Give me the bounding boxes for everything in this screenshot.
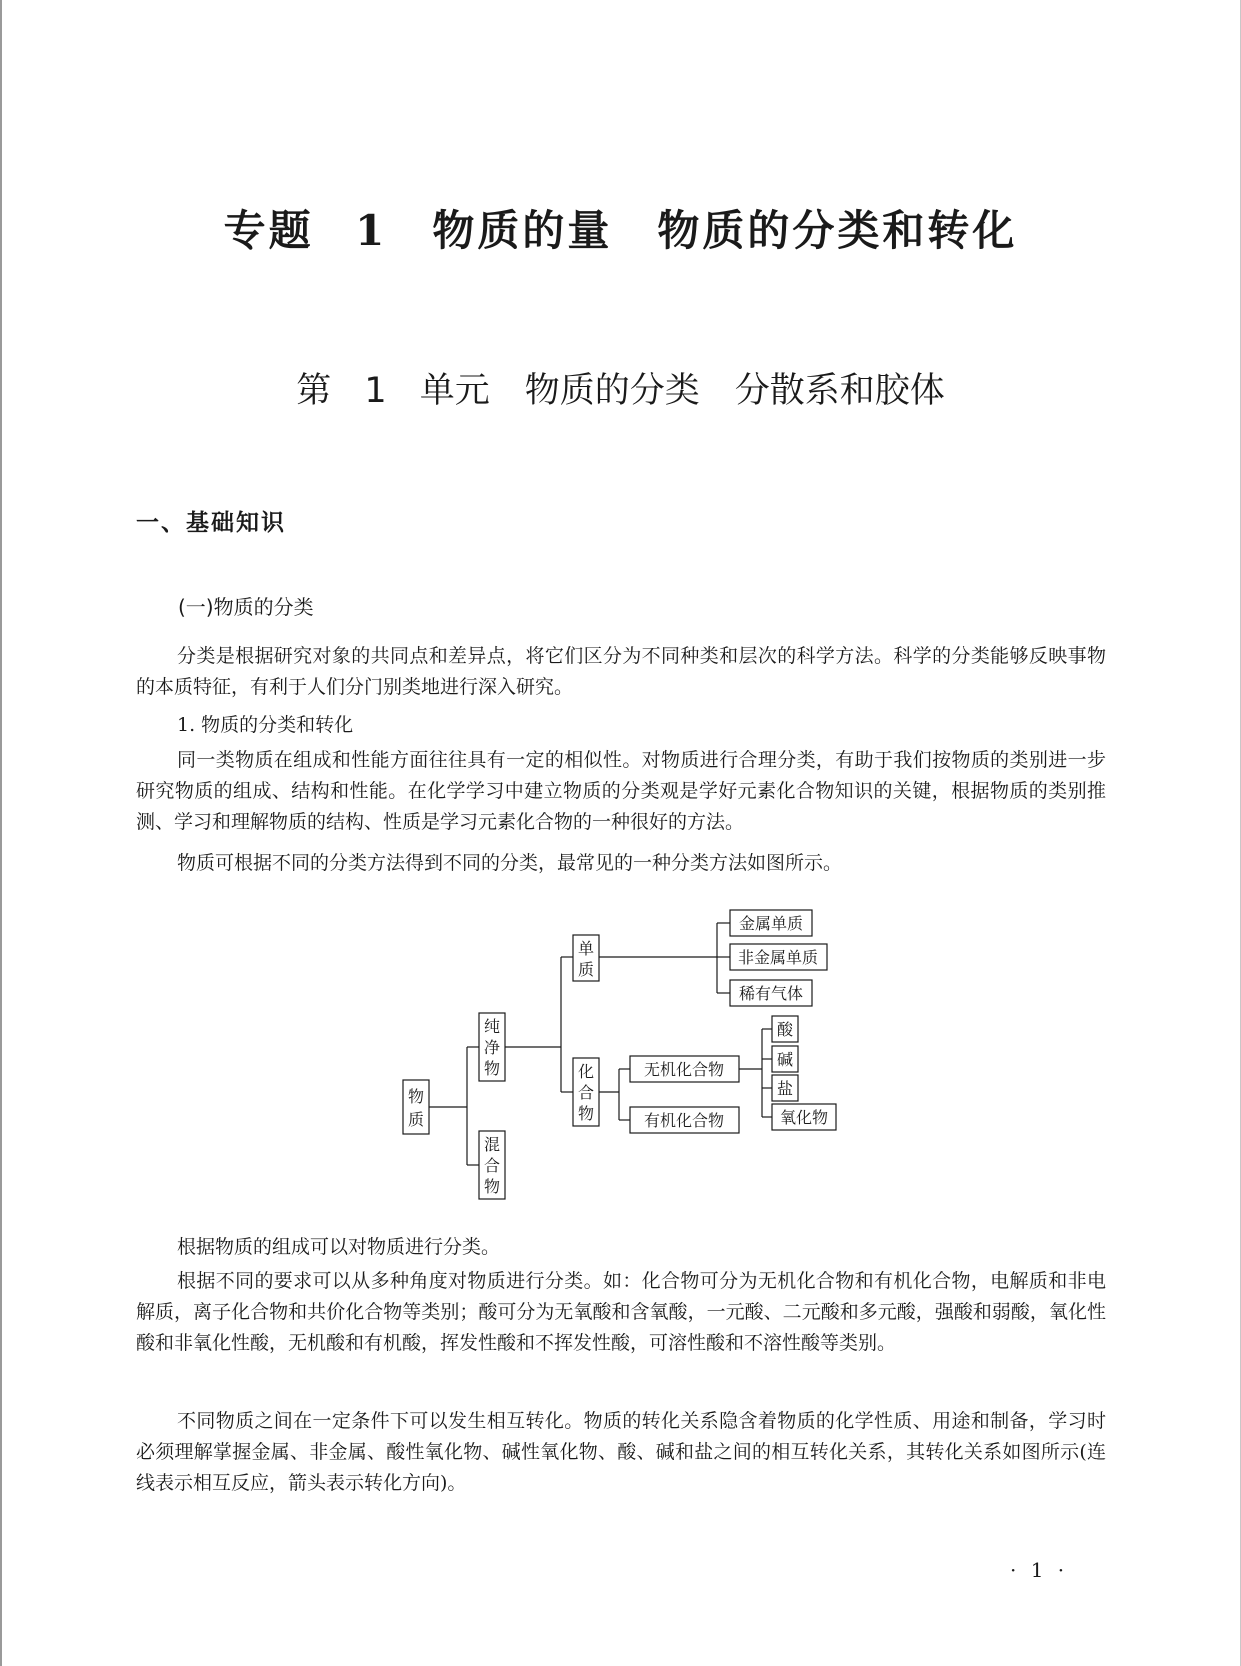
node-mixture-char-2: 合 (483, 1156, 501, 1175)
paragraph-multiple-angles: 根据不同的要求可以从多种角度对物质进行分类。如：化合物可分为无机化合物和有机化合物，电解质和非电解质，离子化合物和共价化合物等类别；酸可分为无氧酸和含氧酸，一元酸、二元酸和多元酸，强酸和弱酸，氧化性酸和非氧化性酸，无机酸和有机酸，挥发性酸和不挥发性酸，可溶性酸和不溶性酸等类别。 (136, 1270, 1106, 1354)
node-base (772, 1046, 798, 1072)
node-mixture-char-3: 物 (483, 1177, 501, 1196)
node-compound-char-1: 化 (577, 1062, 595, 1081)
node-pure-char-3: 物 (483, 1059, 501, 1078)
node-acid (772, 1016, 798, 1042)
list-label-classification: 1. 物质的分类和转化 (177, 714, 354, 736)
unit-title: 第 1 单元 物质的分类 分散系和胶体 (296, 371, 945, 411)
node-compound (573, 1058, 599, 1126)
node-pure-char-1: 纯 (483, 1017, 501, 1036)
node-mixture (479, 1131, 505, 1199)
node-compound-char-3: 物 (577, 1104, 595, 1123)
subsection-heading: (一)物质的分类 (178, 595, 314, 619)
page-number: · 1 · (1010, 1558, 1069, 1582)
node-inorganic-label: 无机化合物 (643, 1060, 725, 1079)
node-metal-element-label: 金属单质 (738, 914, 804, 933)
paragraph-composition: 根据物质的组成可以对物质进行分类。 (177, 1236, 501, 1258)
classification-diagram (397, 905, 847, 1205)
node-element-char-2: 质 (577, 960, 595, 979)
node-oxide-label: 氧化物 (779, 1108, 829, 1127)
node-acid-label: 酸 (776, 1020, 794, 1039)
node-substance-char-2: 质 (407, 1110, 425, 1129)
node-salt-label: 盐 (776, 1079, 794, 1098)
node-oxide (772, 1104, 836, 1130)
node-noble-gas-label: 稀有气体 (738, 984, 804, 1003)
paragraph-similarity: 同一类物质在组成和性能方面往往具有一定的相似性。对物质进行合理分类，有助于我们按物质的类别进一步研究物质的组成、结构和性能。在化学学习中建立物质的分类观是学好元素化合物知识的关键，根据物质的类别推测、学习和理解物质的结构、性质是学习元素化合物的一种很好的方法。 (136, 749, 1106, 833)
node-noble-gas (730, 980, 812, 1006)
node-element-char-1: 单 (577, 939, 595, 958)
paragraph-classification-intro: 分类是根据研究对象的共同点和差异点，将它们区分为不同种类和层次的科学方法。科学的分类能够反映事物的本质特征，有利于人们分门别类地进行深入研究。 (136, 645, 1106, 698)
node-pure-substance (479, 1013, 505, 1081)
paragraph-figure-intro: 物质可根据不同的分类方法得到不同的分类，最常见的一种分类方法如图所示。 (177, 852, 843, 874)
chapter-title: 专题 1 物质的量 物质的分类和转化 (223, 206, 1018, 255)
node-base-label: 碱 (776, 1050, 794, 1069)
paragraph-conversion: 不同物质之间在一定条件下可以发生相互转化。物质的转化关系隐含着物质的化学性质、用途和制备，学习时必须理解掌握金属、非金属、酸性氧化物、碱性氧化物、酸、碱和盐之间的相互转化关系，其转化关系如图所示(连线表示相互反应，箭头表示转化方向)。 (136, 1410, 1106, 1494)
node-nonmetal-element (730, 944, 827, 970)
node-inorganic-compound (630, 1056, 739, 1082)
classification-tree (397, 905, 847, 1205)
node-mixture-char-1: 混 (483, 1135, 501, 1154)
section-heading: 一、基础知识 (136, 510, 286, 536)
node-element (573, 935, 599, 981)
node-organic-label: 有机化合物 (643, 1111, 725, 1130)
node-salt (772, 1075, 798, 1101)
node-substance (403, 1080, 429, 1134)
node-nonmetal-element-label: 非金属单质 (737, 948, 819, 967)
node-organic-compound (630, 1107, 739, 1133)
node-metal-element (730, 910, 812, 936)
node-compound-char-2: 合 (577, 1083, 595, 1102)
node-pure-char-2: 净 (483, 1038, 501, 1057)
node-substance-char-1: 物 (407, 1087, 425, 1106)
